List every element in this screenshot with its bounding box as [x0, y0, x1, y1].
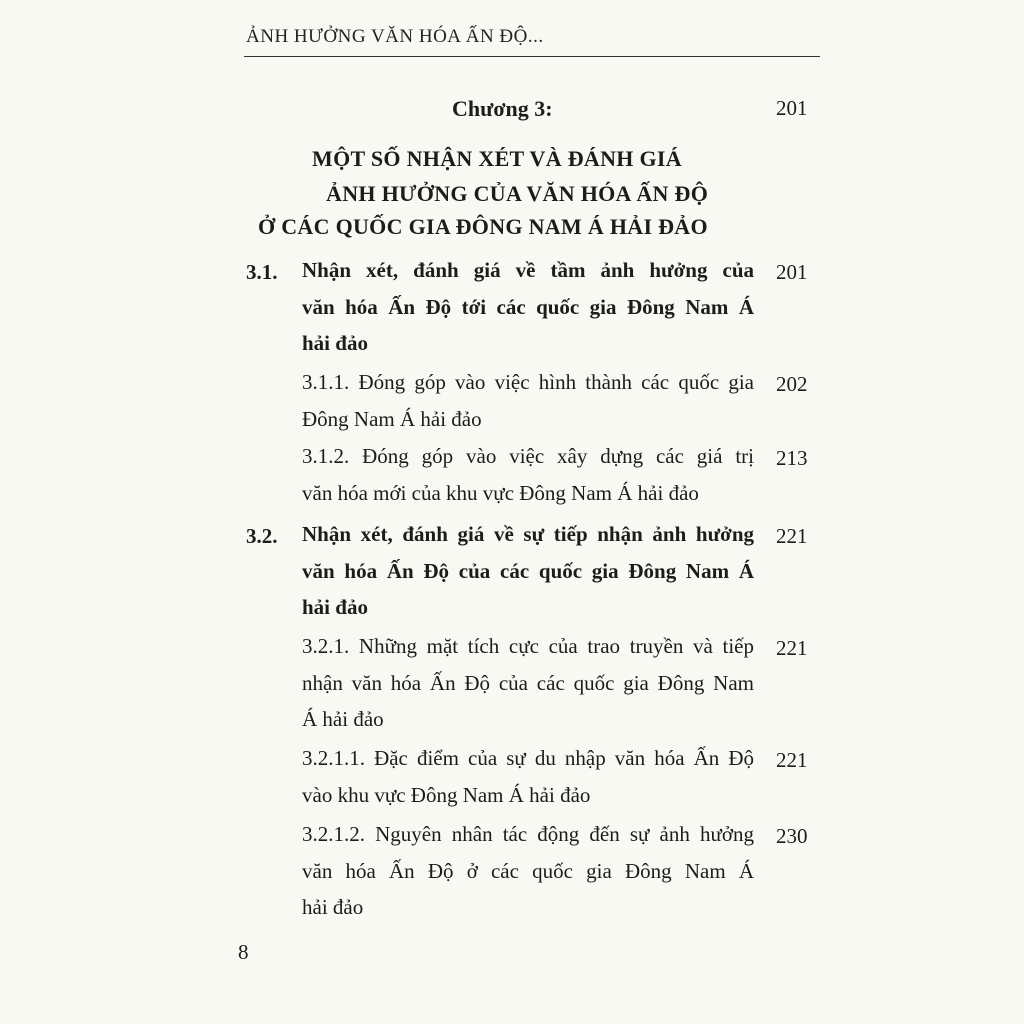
chapter-label: Chương 3:: [452, 96, 553, 121]
entry-line: hải đảo: [302, 331, 368, 355]
entry-line: Nhận xét, đánh giá về sự tiếp nhận ảnh hưởng: [302, 522, 754, 546]
toc-entry-3-1-1: [302, 364, 754, 437]
toc-entry-3-2-1: [302, 628, 754, 738]
entry-line: hải đảo: [302, 595, 368, 619]
entry-page-number: 221: [776, 524, 808, 548]
toc-entry-3-2-1-2: [302, 816, 754, 926]
entry-page-number: 202: [776, 372, 808, 396]
entry-line: Á hải đảo: [302, 707, 384, 731]
entry-line: văn hóa mới của khu vực Đông Nam Á hải đảo: [302, 480, 699, 505]
toc-entry-3-1: [302, 252, 754, 362]
entry-line: vào khu vực Đông Nam Á hải đảo: [302, 782, 591, 807]
entry-line: văn hóa Ấn Độ ở các quốc gia Đông Nam Á: [302, 858, 754, 883]
entry-page-number: 221: [776, 748, 808, 772]
entry-page-number: 213: [776, 446, 808, 470]
entry-line: nhận văn hóa Ấn Độ của các quốc gia Đông Nam: [302, 670, 754, 695]
entry-line: hải đảo: [302, 895, 364, 919]
entry-line: văn hóa Ấn Độ tới các quốc gia Đông Nam Á: [302, 294, 754, 319]
entry-line: 3.2.1.1. Đặc điểm của sự du nhập văn hóa Ấn Độ: [302, 746, 754, 770]
toc-entry-3-1-2: [302, 438, 754, 511]
entry-line: Nhận xét, đánh giá về tầm ảnh hưởng của: [302, 258, 754, 282]
toc-entry-3-2: [302, 516, 754, 626]
entry-page-number: 230: [776, 824, 808, 848]
entry-page-number: 221: [776, 636, 808, 660]
entry-line: Đông Nam Á hải đảo: [302, 406, 482, 431]
running-head: ẢNH HƯỞNG VĂN HÓA ẤN ĐỘ...: [246, 26, 544, 47]
section-number: 3.2.: [246, 524, 278, 548]
entry-page-number: 201: [776, 260, 808, 284]
chapter-title-line-3: Ở CÁC QUỐC GIA ĐÔNG NAM Á HẢI ĐẢO: [258, 214, 708, 239]
header-rule: [244, 56, 820, 57]
page-number: 8: [238, 940, 249, 964]
entry-line: 3.2.1. Những mặt tích cực của trao truyền và tiếp: [302, 634, 754, 658]
entry-line: 3.1.2. Đóng góp vào việc xây dựng các giá trị: [302, 444, 754, 468]
chapter-title-line-1: MỘT SỐ NHẬN XÉT VÀ ĐÁNH GIÁ: [312, 146, 682, 171]
section-number: 3.1.: [246, 260, 278, 284]
toc-entry-3-2-1-1: [302, 740, 754, 813]
entry-line: 3.1.1. Đóng góp vào việc hình thành các quốc gia: [302, 370, 754, 394]
chapter-page-number: 201: [776, 96, 808, 120]
entry-line: 3.2.1.2. Nguyên nhân tác động đến sự ảnh hưởng: [302, 822, 754, 846]
entry-line: văn hóa Ấn Độ của các quốc gia Đông Nam Á: [302, 558, 754, 583]
chapter-title-line-2: ẢNH HƯỞNG CỦA VĂN HÓA ẤN ĐỘ: [326, 181, 709, 206]
